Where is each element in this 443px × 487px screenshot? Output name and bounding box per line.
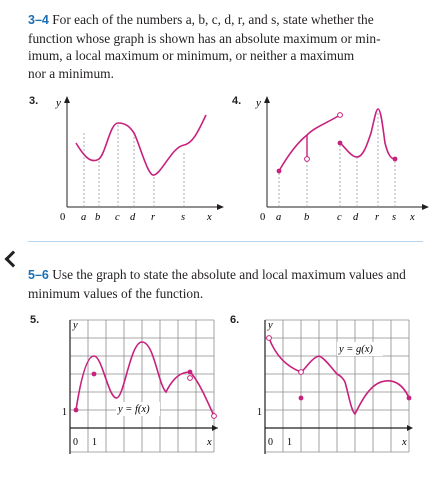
graph-6-point-closed-2 bbox=[299, 396, 304, 401]
graph-6-x-arrow bbox=[407, 425, 413, 431]
graph-5-x-arrow bbox=[212, 425, 218, 431]
graph-5-label: 5. bbox=[30, 314, 40, 326]
graph-3-tick-r: r bbox=[151, 212, 156, 223]
graph-5-origin: 0 bbox=[73, 437, 78, 448]
graph-4-x-arrow bbox=[422, 204, 429, 210]
graph-3-x-label: x bbox=[207, 212, 212, 223]
graph-4-y-label: y bbox=[256, 97, 261, 109]
graph-5-point-closed-1 bbox=[74, 408, 79, 413]
graph-4-y-arrow bbox=[264, 96, 270, 103]
problems-3-4-line-1: 3–4 For each of the numbers a, b, c, d, r, and s, state whether the bbox=[28, 12, 374, 27]
problems-5-6-block bbox=[28, 266, 423, 302]
graph-5-one-x: 1 bbox=[92, 437, 97, 448]
chevron-left-icon[interactable] bbox=[5, 251, 22, 268]
problems-3-4-block bbox=[28, 11, 423, 82]
graph-5-y-label: y bbox=[73, 320, 78, 331]
graph-6-point-open-1 bbox=[267, 336, 272, 341]
graph-4-point-closed-d bbox=[338, 141, 343, 146]
graph-5-point-open-5 bbox=[212, 414, 217, 419]
graph-4-tick-r: r bbox=[375, 212, 380, 223]
graph-6-x-label: x bbox=[402, 437, 407, 448]
graph-6-grid bbox=[265, 320, 409, 452]
graph-6-point-closed-4 bbox=[407, 396, 412, 401]
graph-4 bbox=[235, 95, 435, 230]
graph-6 bbox=[245, 314, 430, 474]
graph-3-tick-d: d bbox=[130, 212, 136, 223]
graph-5-point-open-4 bbox=[188, 376, 193, 381]
graph-6-y-label: y bbox=[268, 320, 273, 331]
graph-6-origin: 0 bbox=[268, 437, 273, 448]
problems-3-4-line-4: nor a minimum. bbox=[28, 65, 114, 81]
graph-4-point-closed-a bbox=[277, 169, 282, 174]
graph-6-one-x: 1 bbox=[287, 437, 292, 448]
graph-6-label: 6. bbox=[230, 314, 240, 326]
graph-4-guides bbox=[279, 111, 395, 207]
graph-6-point-open-3 bbox=[299, 370, 304, 375]
graph-4-tick-s: s bbox=[392, 212, 397, 223]
graph-4-tick-c: c bbox=[337, 212, 342, 223]
problems-5-6-line-1: 5–6 Use the graph to state the absolute and local maximum values and bbox=[28, 267, 406, 282]
problem-number-5-6: 5–6 bbox=[28, 268, 49, 282]
graph-4-point-closed-r bbox=[393, 157, 398, 162]
graph-3-tick-s: s bbox=[181, 212, 186, 223]
graph-3 bbox=[30, 95, 230, 230]
graph-3-y-label: y bbox=[56, 97, 61, 109]
graph-3-curve bbox=[76, 115, 206, 175]
divider-top bbox=[28, 241, 423, 242]
graph-3-tick-b: b bbox=[95, 212, 101, 223]
graph-4-tick-b: b bbox=[304, 212, 310, 223]
graph-5-x-label: x bbox=[207, 437, 212, 448]
graph-4-point-open-b bbox=[305, 157, 310, 162]
problems-3-4-line-2: function whose graph is shown has an absolute maximum or min- bbox=[28, 30, 381, 46]
graph-4-origin: 0 bbox=[260, 212, 266, 223]
graph-3-y-arrow bbox=[64, 96, 70, 103]
graph-6-one-y: 1 bbox=[257, 407, 262, 418]
graph-3-origin: 0 bbox=[60, 212, 66, 223]
problem-number-3-4: 3–4 bbox=[28, 13, 49, 27]
graph-3-tick-c: c bbox=[115, 212, 120, 223]
graph-4-curve-piece-4 bbox=[340, 109, 395, 159]
graph-4-tick-a: a bbox=[276, 212, 282, 223]
graph-5-point-closed-3 bbox=[188, 370, 193, 375]
graph-4-curve-piece-1 bbox=[279, 135, 307, 171]
graph-4-label: 4. bbox=[232, 95, 242, 107]
graph-5-one-y: 1 bbox=[62, 407, 67, 418]
graph-5-point-closed-2 bbox=[92, 372, 97, 377]
graph-4-curve-piece-3 bbox=[307, 115, 340, 135]
graph-5 bbox=[50, 314, 235, 474]
graph-3-label: 3. bbox=[29, 95, 39, 107]
graph-6-curve-label: y = g(x) bbox=[339, 344, 373, 355]
graph-5-grid bbox=[70, 320, 214, 452]
problems-5-6-line-2: minimum values of the function. bbox=[28, 285, 204, 301]
graph-3-guides bbox=[84, 123, 184, 207]
graph-3-tick-a: a bbox=[81, 212, 87, 223]
problems-3-4-line-3: imum, a local maximum or minimum, or neither a maximum bbox=[28, 48, 355, 64]
graph-4-x-label: x bbox=[410, 212, 415, 223]
graph-4-tick-d: d bbox=[353, 212, 359, 223]
graph-3-x-arrow bbox=[217, 204, 224, 210]
graph-5-curve-label: y = f(x) bbox=[118, 404, 150, 415]
graph-4-point-open-c bbox=[338, 113, 343, 118]
